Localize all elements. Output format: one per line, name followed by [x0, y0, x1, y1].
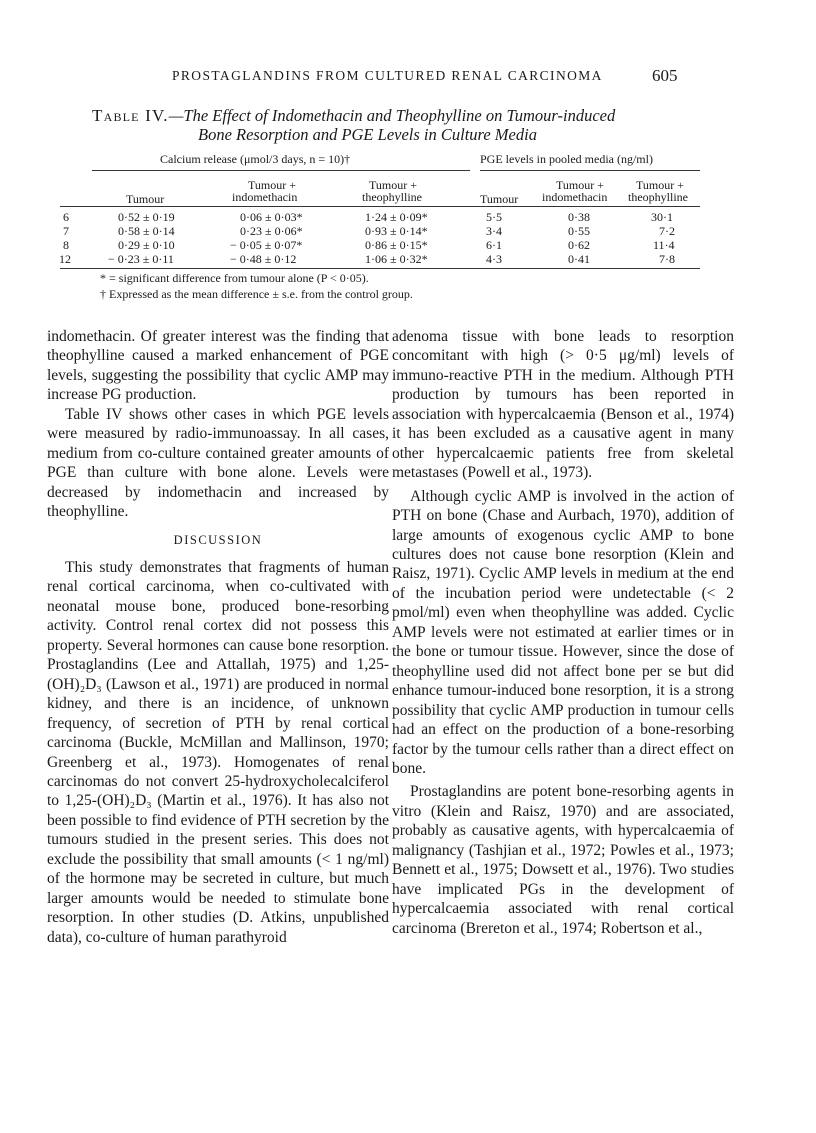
group-header-calcium: Calcium release (μmol/3 days, n = 10)† [160, 152, 351, 166]
table-label: Table IV. [92, 106, 169, 125]
row-ca-theo: 0·86 ± 0·15* [365, 238, 428, 252]
row-ca-tumour: 0·58 ± 0·14 [118, 224, 175, 238]
row-pge-indo: 0·38 [568, 210, 590, 224]
paragraph: This study demonstrates that fragments of human renal cortical carcinoma, when co-cultivated with neonatal mouse bone, produced bone-resorbing activity. Control renal cortex did not possess this property. Several hormones can cause bone resorption. Prostaglandins (Lee and Attallah, 1975) and 1,25-(OH)₂D₃ (Lawson et al., 1971) are produced in normal kidney, and there is an incidence, of unknown frequency, of secretion of PTH by renal cortical carcinoma (Buckle, McMillan and Mallinson, 1970; Greenberg et al., 1973). Homogenates of renal carcinomas do not convert 25-hydroxycholecalciferol to 1,25-(OH)₂D₃ (Martin et al., 1976). It has also not been possible to find evidence of PTH secretion by the tumours studied in the present series. This does not exclude the possibility that small amounts (< 1 ng/ml) of the hormone may be secreted in culture, but much larger amounts would be needed to stimulate bone resorption. In other studies (D. Atkins, unpublished data), co-culture of human parathyroid [47, 558, 389, 946]
table-footnotes [100, 270, 413, 302]
col-header-ca-indo-1: Tumour + [248, 178, 297, 192]
row-case: 6 [63, 210, 69, 224]
row-pge-theo: 30·1 [651, 210, 673, 224]
row-case: 12 [59, 252, 71, 266]
row-ca-indo: 0·23 ± 0·06* [240, 224, 303, 238]
header-rule [60, 206, 700, 207]
row-ca-tumour: 0·29 ± 0·10 [118, 238, 175, 252]
row-pge-theo: 7·8 [659, 252, 675, 266]
caption-line-2: Bone Resorption and PGE Levels in Culture Media [198, 125, 537, 144]
row-ca-theo: 0·93 ± 0·14* [365, 224, 428, 238]
calcium-group-rule [92, 170, 470, 171]
pge-group-rule [480, 170, 700, 171]
row-pge-indo: 0·55 [568, 224, 590, 238]
col-header-ca-indo-2: indomethacin [232, 190, 298, 204]
row-ca-indo: 0·06 ± 0·03* [240, 210, 303, 224]
row-pge-tumour: 3·4 [486, 224, 502, 238]
row-pge-indo: 0·41 [568, 252, 590, 266]
col-header-pge-indo-1: Tumour + [556, 178, 605, 192]
row-ca-indo: − 0·05 ± 0·07* [230, 238, 303, 252]
row-pge-tumour: 5·5 [486, 210, 502, 224]
caption-line-1: —The Effect of Indomethacin and Theophylline on Tumour-induced [168, 106, 616, 125]
row-ca-theo: 1·24 ± 0·09* [365, 210, 428, 224]
paragraph: indomethacin. Of greater interest was the finding that theophylline caused a marked enhancement of PGE levels, suggesting the possibility that cyclic AMP may increase PG production. [47, 328, 389, 404]
bottom-rule [60, 268, 700, 269]
paragraph: Table IV shows other cases in which PGE levels were measured by radio-immunoassay. In all cases, medium from co-culture contained greater amounts of PGE than culture with bone alone. Levels were decreased by indomethacin and increased by theophylline. [47, 405, 389, 521]
row-case: 8 [63, 238, 69, 252]
paragraph: Prostaglandins are potent bone-resorbing agents in vitro (Klein and Raisz, 1970) and are associated, probably as causative agents, with hypercalcaemia of malignancy (Tashjian et al., 1972; Powles et al., 1973; Bennett et al., 1975; Dowsett et al., 1976). Two studies have implicated PGs in the development of hypercalcaemia associated with renal cortical carcinoma (Brereton et al., 1974; Robertson et al., [392, 783, 734, 937]
data-table [0, 0, 816, 300]
row-pge-indo: 0·62 [568, 238, 590, 252]
paragraph: Although cyclic AMP is involved in the action of PTH on bone (Chase and Aurbach, 1970), addition of large amounts of exogenous cyclic AMP to bone cultures does not cause bone resorption (Klein and Raisz, 1971). Cyclic AMP levels in medium at the end of the incubation period were undetectable (< 2 pmol/ml) even when theophylline was added. Cyclic AMP levels were not estimated at earlier times or in the bone or tumour tissue. However, since the dose of theophylline used did not affect bone per se but did enhance tumour-induced bone resorption, it is a strong possibility that cyclic AMP production in tumour cells had an effect on the production of a bone-resorbing factor by the tumour cells rather than a direct effect on bone. [392, 487, 734, 777]
col-header-pge-theo-1: Tumour + [636, 178, 685, 192]
col-header-ca-theo-1: Tumour + [369, 178, 418, 192]
right-column [392, 327, 734, 938]
row-ca-tumour: 0·52 ± 0·19 [118, 210, 175, 224]
row-ca-tumour: − 0·23 ± 0·11 [108, 252, 174, 266]
running-title: PROSTAGLANDINS FROM CULTURED RENAL CARCINOMA [172, 68, 603, 83]
page-number: 605 [652, 66, 678, 85]
row-pge-theo: 7·2 [659, 224, 675, 238]
row-ca-theo: 1·06 ± 0·32* [365, 252, 428, 266]
col-header-pge-indo-2: indomethacin [542, 190, 608, 204]
left-column [47, 327, 389, 947]
col-header-ca-theo-2: theophylline [362, 190, 422, 204]
row-pge-theo: 11·4 [653, 238, 675, 252]
col-header-ca-tumour: Tumour [126, 192, 165, 206]
row-case: 7 [63, 224, 69, 238]
col-header-pge-tumour: Tumour [480, 192, 519, 206]
row-ca-indo: − 0·48 ± 0·12 [230, 252, 297, 266]
row-pge-tumour: 6·1 [486, 238, 502, 252]
section-heading: DISCUSSION [173, 532, 263, 547]
footnote-expressed: † Expressed as the mean difference ± s.e. from the control group. [100, 287, 413, 301]
col-header-pge-theo-2: theophylline [628, 190, 688, 204]
footnote-significance: * = significant difference from tumour alone (P < 0·05). [100, 271, 369, 285]
row-pge-tumour: 4·3 [486, 252, 502, 266]
group-header-pge: PGE levels in pooled media (ng/ml) [480, 152, 653, 166]
paragraph: adenoma tissue with bone leads to resorption concomitant with high (> 0·5 μg/ml) levels of immuno-reactive PTH in the medium. Although PTH production by tumours has been reported in association with hypercalcaemia (Benson et al., 1974) it has been excluded as a causative agent in many other hypercalcaemic patients free from skeletal metastases (Powell et al., 1973). [392, 328, 734, 482]
